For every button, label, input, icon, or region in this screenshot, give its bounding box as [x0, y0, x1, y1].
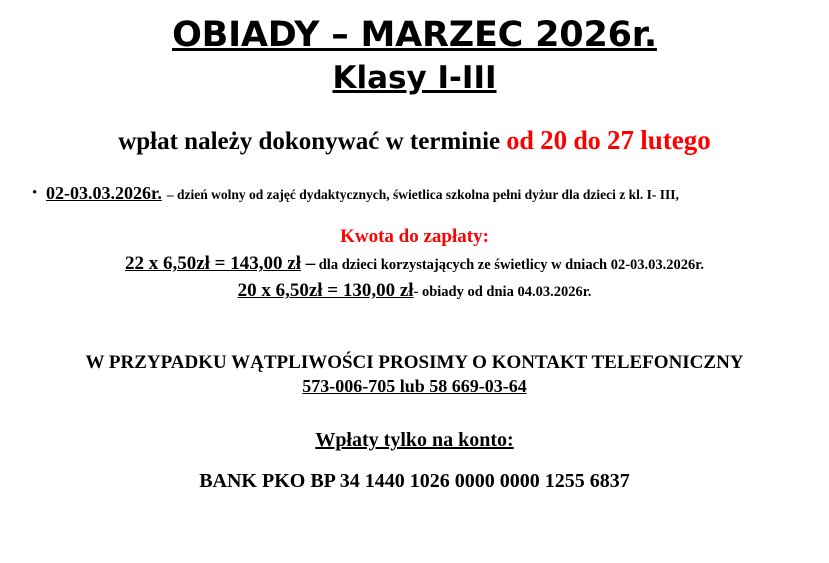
page-subtitle-text: Klasy I-III [332, 59, 497, 96]
account-heading-text: Wpłaty tylko na konto: [315, 429, 514, 452]
deadline-day-to: 27 [607, 125, 635, 156]
contact-heading [18, 352, 811, 374]
bullet-icon: • [32, 185, 38, 202]
deadline-prefix: wpłat należy dokonywać w terminie [118, 128, 507, 156]
bullet-date: 02-03.03.2026r. [46, 183, 162, 204]
account-number [18, 470, 811, 493]
amount-line [18, 280, 811, 302]
amount-calc: 20 x 6,50zł = 130,00 zł [237, 280, 414, 302]
payment-deadline-line [18, 124, 811, 157]
amount-heading [18, 226, 811, 248]
contact-phone-text: 573-006-705 lub 58 669-03-64 [302, 376, 527, 397]
amount-line [18, 253, 811, 275]
deadline-do: do [573, 126, 601, 156]
contact-heading-text: W PRZYPADKU WĄTPLIWOŚCI PROSIMY O KONTAKT TELEFONICZNY [85, 352, 744, 374]
document-title-block [18, 14, 811, 97]
page-subtitle [18, 59, 811, 98]
amount-description: obiady od dnia 04.03.2026r. [421, 284, 592, 301]
amount-description: dla dzieci korzystających ze świetlicy w dniach 02-03.03.2026r. [318, 257, 705, 274]
contact-phone [18, 376, 811, 397]
account-heading [18, 429, 811, 452]
page-title [18, 14, 811, 57]
amount-dash: – [305, 253, 316, 275]
amount-heading-text: Kwota do zapłaty: [340, 226, 489, 248]
deadline-day-from: 20 [540, 125, 568, 156]
bullet-description: – dzień wolny od zajęć dydaktycznych, świetlica szkolna pełni dyżur dla dzieci z kl. I- III, [166, 187, 679, 203]
account-number-text: BANK PKO BP 34 1440 1026 0000 0000 1255 6837 [199, 470, 630, 493]
deadline-month: lutego [640, 125, 711, 156]
amount-calc: 22 x 6,50zł = 143,00 zł [124, 253, 301, 275]
page-title-text: OBIADY – MARZEC 2026r. [172, 15, 657, 55]
amount-dash: - [413, 284, 419, 301]
list-item [18, 183, 811, 204]
deadline-od: od [506, 126, 534, 156]
